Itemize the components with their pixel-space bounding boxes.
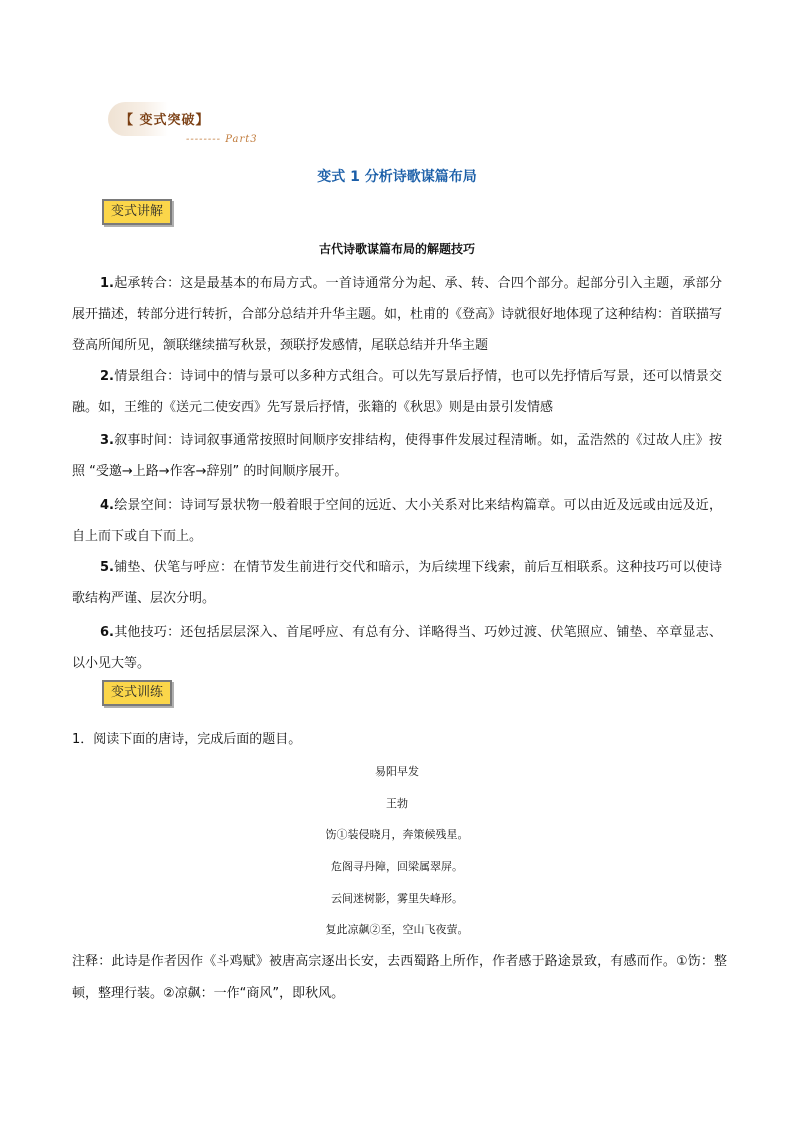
tag-practice: 变式训练: [102, 680, 172, 706]
part-header-badge: [108, 100, 258, 136]
poem-line-2: 危阁寻丹障，回梁属翠屏。: [331, 860, 463, 873]
poem-line-3: 云间迷树影，雾里失峰形。: [331, 892, 463, 905]
part-subtitle: -------- Part3: [186, 134, 258, 145]
poem-line-4: 复此凉飙②至，空山飞夜萤。: [325, 923, 469, 936]
technique-paragraph-3: 3.叙事时间：诗词叙事通常按照时间顺序安排结构，使得事件发展过程清晰。如，孟浩然的《过故人庄》按照 “受邀→上路→作客→辞别” 的时间顺序展开。: [72, 433, 722, 479]
part-header-label: 【 变式突破】: [120, 113, 210, 128]
poem-author: 王勃: [386, 797, 408, 810]
technique-paragraph-1: 1.起承转合：这是最基本的布局方式。一首诗通常分为起、承、转、合四个部分。起部分引入主题，承部分展开描述，转部分进行转折，合部分总结并升华主题。如，杜甫的《登高》诗就很好地体现了这种结构：首联描写登高所闻所见，颔联继续描写秋景，颈联抒发感情，尾联总结并升华主题: [72, 276, 723, 353]
poem-line-1: 饬①装侵晓月，奔策候残星。: [325, 828, 469, 841]
tag-explain: 变式讲解: [102, 199, 172, 225]
section-title: 古代诗歌谋篇布局的解题技巧: [318, 242, 475, 256]
poem-annotation: 注释：此诗是作者因作《斗鸡赋》被唐高宗逐出长安，去西蜀路上所作，作者感于路途景致，有感而作。①饬：整顿，整理行装。②凉飙：一作“商风”，即秋风。: [72, 954, 727, 1001]
technique-paragraph-4: 4.绘景空间：诗词写景状物一般着眼于空间的远近、大小关系对比来结构篇章。可以由近及远或由远及近，自上而下或自下而上。: [72, 498, 722, 544]
question-intro: 1．阅读下面的唐诗，完成后面的题目。: [72, 732, 302, 747]
poem-title: 易阳早发: [375, 765, 419, 778]
technique-paragraph-5: 5.铺垫、伏笔与呼应：在情节发生前进行交代和暗示，为后续埋下线索，前后互相联系。这种技巧可以使诗歌结构严谨、层次分明。: [72, 560, 722, 606]
technique-paragraph-6: 6.其他技巧：还包括层层深入、首尾呼应、有总有分、详略得当、巧妙过渡、伏笔照应、铺垫、卒章显志、以小见大等。: [72, 625, 722, 671]
page-title: 变式 1 分析诗歌谋篇布局: [317, 169, 477, 185]
technique-paragraph-2: 2.情景组合：诗词中的情与景可以多种方式组合。可以先写景后抒情，也可以先抒情后写景，还可以情景交融。如，王维的《送元二使安西》先写景后抒情，张籍的《秋思》则是由景引发情感: [72, 369, 722, 415]
